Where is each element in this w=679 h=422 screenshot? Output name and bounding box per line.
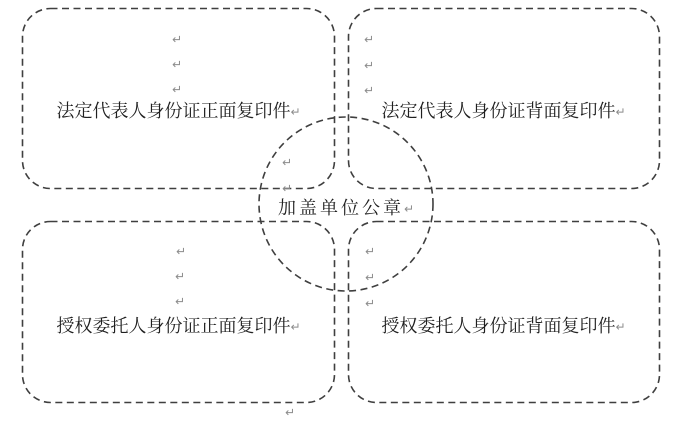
dashed-box-legal-rep-id-back <box>349 9 660 189</box>
paragraph-mark-icon: ↵ <box>363 58 375 73</box>
paragraph-mark-icon: ↵ <box>174 294 186 309</box>
paragraph-mark-icon: ↵ <box>615 105 626 119</box>
dashed-box-authorized-agent-id-front <box>23 222 335 403</box>
paragraph-mark-icon: ↵ <box>284 405 296 420</box>
paragraph-mark-icon: ↵ <box>290 105 301 119</box>
box-label-text: 法定代表人身份证背面复印件 <box>381 101 616 121</box>
box-label-authorized-agent-id-back <box>348 316 659 337</box>
dashed-box-legal-rep-id-front <box>23 9 335 189</box>
paragraph-mark-icon: ↵ <box>364 296 376 311</box>
box-label-text: 授权委托人身份证正面复印件 <box>56 316 291 336</box>
paragraph-mark-icon: ↵ <box>174 269 186 284</box>
paragraph-mark-icon: ↵ <box>615 320 626 334</box>
paragraph-mark-icon: ↵ <box>290 320 301 334</box>
paragraph-mark-icon: ↵ <box>363 32 375 47</box>
paragraph-mark-icon: ↵ <box>403 202 415 216</box>
box-label-legal-rep-id-front <box>22 101 335 122</box>
seal-label-text: 加盖单位公章 <box>277 198 404 218</box>
paragraph-mark-icon: ↵ <box>363 83 375 98</box>
seal-circle-label <box>259 198 433 219</box>
box-label-legal-rep-id-back <box>348 101 659 122</box>
paragraph-mark-icon: ↵ <box>281 181 293 196</box>
box-label-text: 授权委托人身份证背面复印件 <box>381 316 616 336</box>
box-label-authorized-agent-id-front <box>22 316 335 337</box>
paragraph-mark-icon: ↵ <box>171 82 183 97</box>
paragraph-mark-icon: ↵ <box>364 244 376 259</box>
box-label-text: 法定代表人身份证正面复印件 <box>56 101 291 121</box>
paragraph-mark-icon: ↵ <box>171 57 183 72</box>
paragraph-mark-icon: ↵ <box>171 32 183 47</box>
paragraph-mark-icon: ↵ <box>281 155 293 170</box>
dashed-box-authorized-agent-id-back <box>349 222 660 403</box>
paragraph-mark-icon: ↵ <box>175 244 187 259</box>
paragraph-mark-icon: ↵ <box>364 270 376 285</box>
